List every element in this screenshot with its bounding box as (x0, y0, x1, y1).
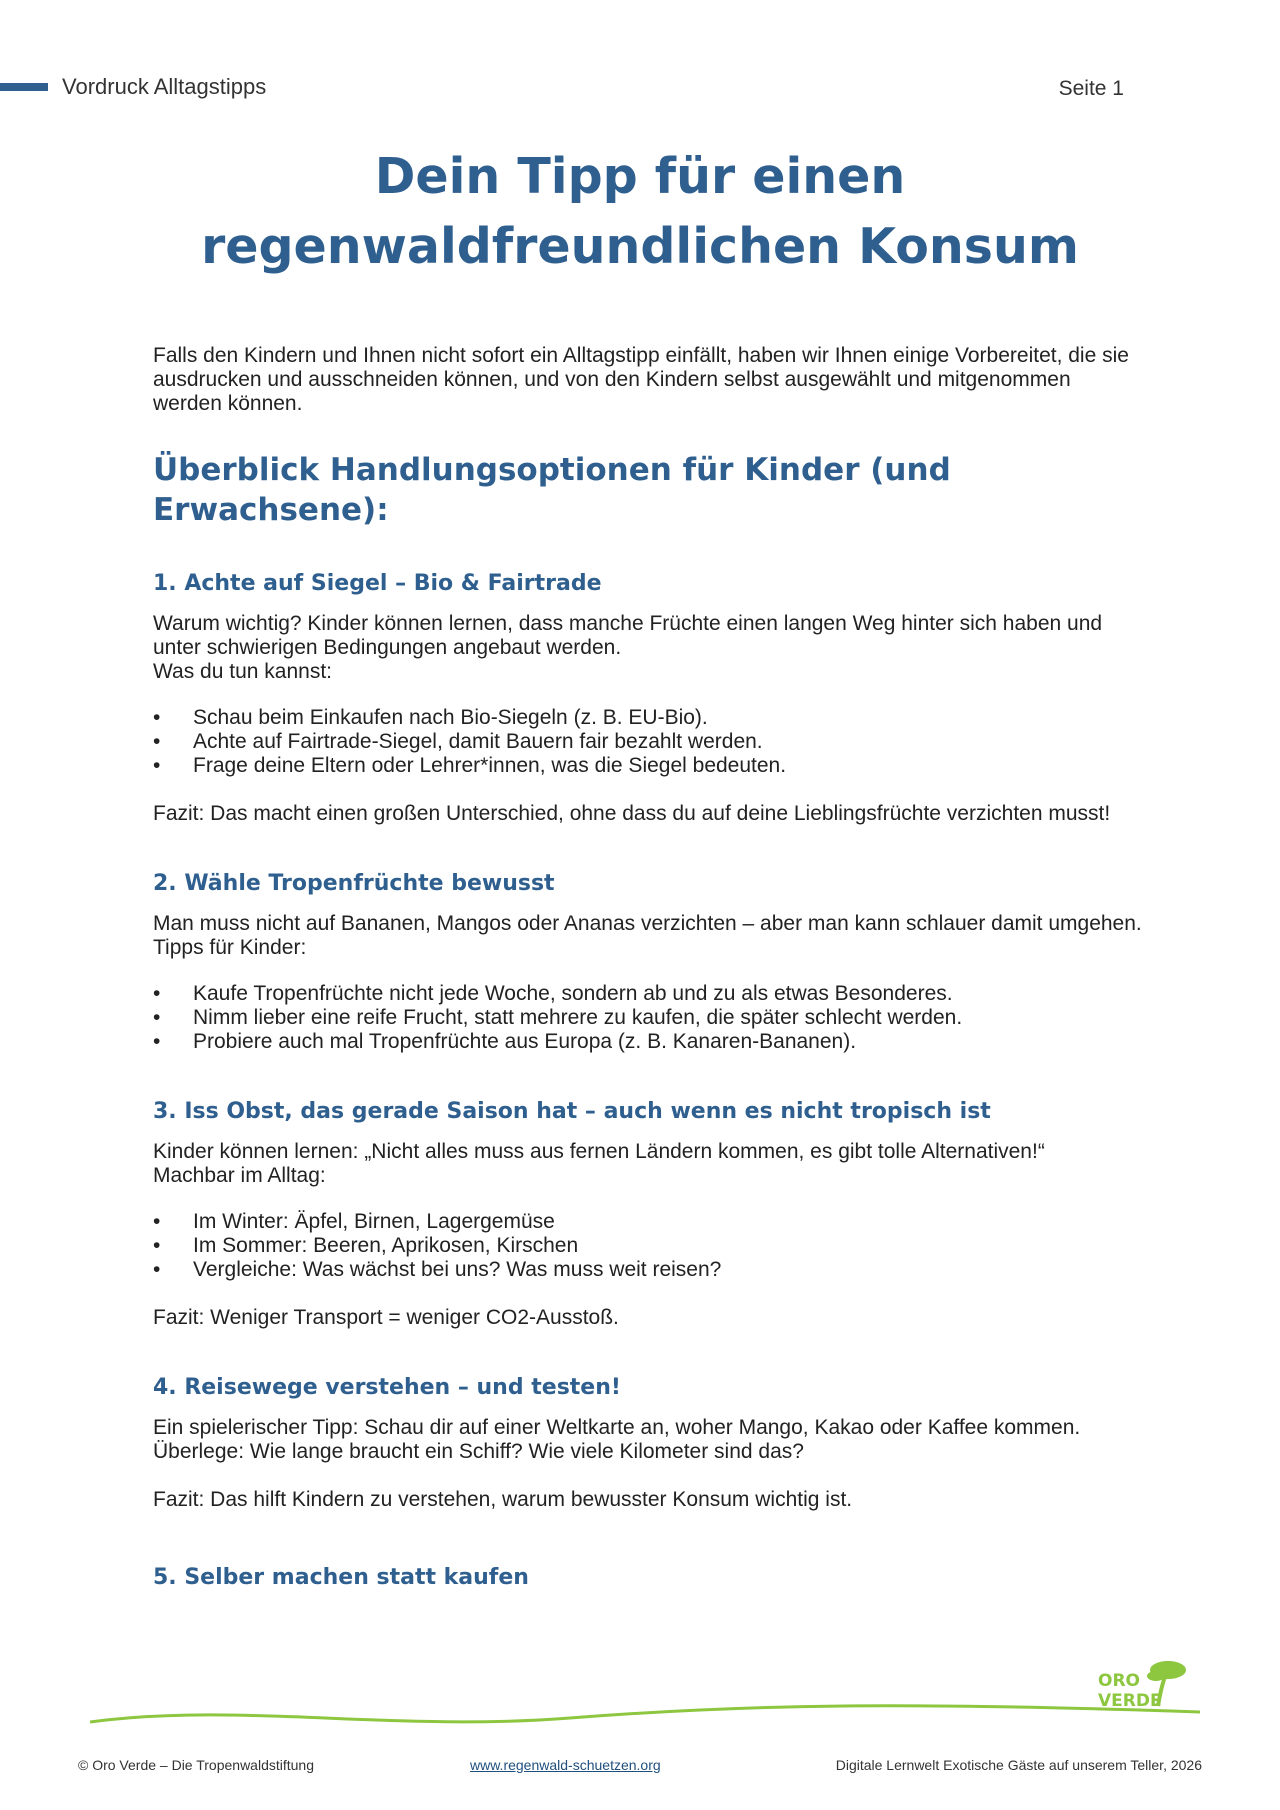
footer-course-info: Digitale Lernwelt Exotische Gäste auf unserem Teller, 2026 (835, 1757, 1202, 1773)
footer-wave-line (90, 1698, 1200, 1738)
section-text: Machbar im Alltag: (153, 1164, 326, 1187)
section-4 (153, 1374, 1143, 1512)
list-item: • Im Sommer: Beeren, Aprikosen, Kirschen (153, 1234, 1143, 1258)
page-title-line-2: regenwaldfreundlichen Konsum (201, 218, 1079, 275)
footer-website-link[interactable]: www.regenwald-schuetzen.org (470, 1757, 661, 1773)
document-body (153, 344, 1143, 1636)
section-1 (153, 570, 1143, 826)
section-text: Kinder können lernen: „Nicht alles muss aus fernen Ländern kommen, es gibt tolle Alternativen!“ (153, 1140, 1045, 1163)
bullet-list (153, 706, 1143, 778)
overview-heading: Überblick Handlungsoptionen für Kinder (und Erwachsene): (153, 452, 951, 528)
list-item: • Probiere auch mal Tropenfrüchte aus Europa (z. B. Kanaren-Bananen). (153, 1030, 1143, 1054)
section-fazit: Fazit: Das macht einen großen Unterschied, ohne dass du auf deine Lieblingsfrüchte verzichten musst! (153, 802, 1111, 825)
list-item: • Frage deine Eltern oder Lehrer*innen, was die Siegel bedeuten. (153, 754, 1143, 778)
list-item: • Vergleiche: Was wächst bei uns? Was muss weit reisen? (153, 1258, 1143, 1282)
page-title-line-1: Dein Tipp für einen (374, 148, 906, 205)
section-heading: 2. Wähle Tropenfrüchte bewusst (153, 871, 555, 896)
section-fazit: Fazit: Das hilft Kindern zu verstehen, warum bewusster Konsum wichtig ist. (153, 1488, 853, 1511)
logo-text-oro: ORO (1098, 1671, 1140, 1691)
list-item: • Schau beim Einkaufen nach Bio-Siegeln (z. B. EU-Bio). (153, 706, 1143, 730)
document-label: Vordruck Alltagstipps (62, 74, 267, 99)
list-item: • Kaufe Tropenfrüchte nicht jede Woche, sondern ab und zu als etwas Besonderes. (153, 982, 1143, 1006)
section-fazit: Fazit: Weniger Transport = weniger CO2-Ausstoß. (153, 1306, 619, 1329)
list-item: • Achte auf Fairtrade-Siegel, damit Bauern fair bezahlt werden. (153, 730, 1143, 754)
section-heading: 3. Iss Obst, das gerade Saison hat – auch wenn es nicht tropisch ist (153, 1099, 991, 1124)
section-text: Ein spielerischer Tipp: Schau dir auf einer Weltkarte an, woher Mango, Kakao oder Kaffee kommen. (153, 1416, 1081, 1439)
list-item: • Nimm lieber eine reife Frucht, statt mehrere zu kaufen, die später schlecht werden. (153, 1006, 1143, 1030)
section-3 (153, 1098, 1143, 1330)
intro-paragraph: Falls den Kindern und Ihnen nicht sofort ein Alltagstipp einfällt, haben wir Ihnen einige Vorbereitet, die sie ausdrucken und ausschneiden können, und von den Kindern selbst ausgewählt und mitgenommen werden können. (153, 344, 1129, 415)
section-text: Man muss nicht auf Bananen, Mangos oder Ananas verzichten – aber man kann schlauer damit umgehen. Tipps für Kinder: (153, 912, 1142, 959)
section-text: Überlege: Wie lange braucht ein Schiff? Wie viele Kilometer sind das? (153, 1440, 804, 1463)
section-text: Warum wichtig? Kinder können lernen, dass manche Früchte einen langen Weg hinter sich haben und unter schwierigen Bedingungen angebaut werden. (153, 612, 1103, 659)
page-number: Seite 1 (1058, 77, 1124, 100)
section-2 (153, 870, 1143, 1054)
section-5 (153, 1564, 1143, 1592)
section-heading: 1. Achte auf Siegel – Bio & Fairtrade (153, 571, 602, 596)
logo-text-verde: VERDE (1098, 1691, 1162, 1711)
bullet-list (153, 982, 1143, 1054)
page-title (0, 142, 1280, 282)
section-text: Was du tun kannst: (153, 660, 332, 683)
bullet-list (153, 1210, 1143, 1282)
footer-copyright: © Oro Verde – Die Tropenwaldstiftung (78, 1757, 314, 1773)
section-heading: 4. Reisewege verstehen – und testen! (153, 1375, 621, 1400)
header-accent-bar (0, 83, 48, 91)
section-heading: 5. Selber machen statt kaufen (153, 1565, 529, 1590)
list-item: • Im Winter: Äpfel, Birnen, Lagergemüse (153, 1210, 1143, 1234)
